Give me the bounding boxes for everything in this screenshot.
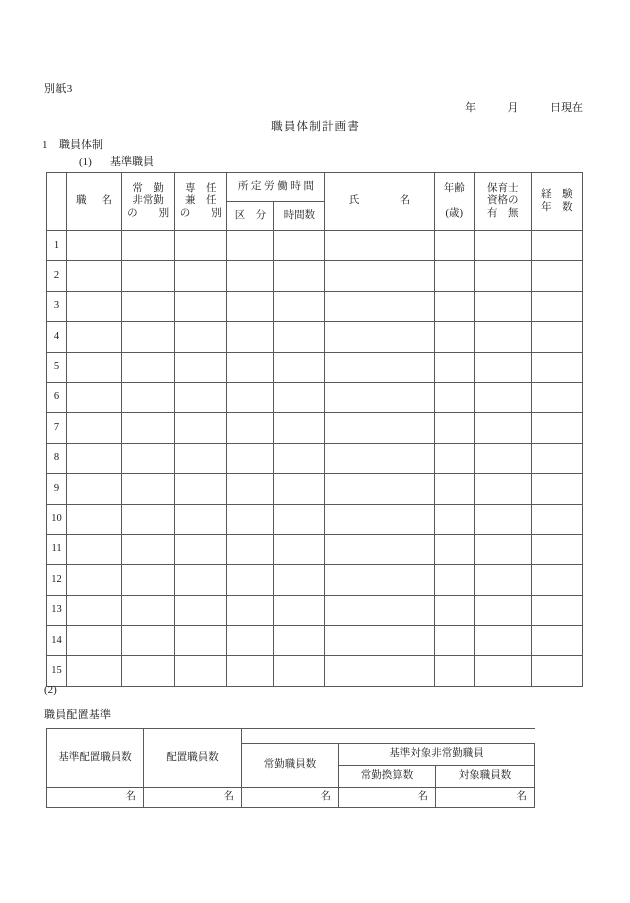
cell-job-title[interactable] [67, 656, 122, 686]
cell-license[interactable] [474, 565, 531, 595]
cell-license[interactable] [474, 534, 531, 564]
cell-assignment-type[interactable] [175, 626, 227, 656]
cell-name[interactable] [325, 474, 434, 504]
cell-hours-count[interactable] [274, 626, 325, 656]
cell-name[interactable] [325, 443, 434, 473]
cell-employment-type[interactable] [122, 626, 175, 656]
cell-license[interactable] [474, 474, 531, 504]
value-target-count[interactable]: 名 [436, 788, 535, 808]
cell-assignment-type[interactable] [175, 261, 227, 291]
cell-license[interactable] [474, 352, 531, 382]
cell-age[interactable] [434, 474, 474, 504]
cell-age[interactable] [434, 382, 474, 412]
row-number-cell: 3 [47, 291, 67, 321]
cell-age[interactable] [434, 261, 474, 291]
cell-hours-count[interactable] [274, 231, 325, 261]
cell-hours-count[interactable] [274, 443, 325, 473]
cell-assignment-type[interactable] [175, 352, 227, 382]
cell-age[interactable] [434, 565, 474, 595]
row-number-cell: 13 [47, 595, 67, 625]
row-number-cell: 12 [47, 565, 67, 595]
cell-hours-category[interactable] [227, 261, 274, 291]
date-day-status-label: 日現在 [550, 102, 583, 114]
cell-age[interactable] [434, 626, 474, 656]
table-row [47, 565, 583, 595]
cell-experience[interactable] [531, 626, 582, 656]
cell-assignment-type[interactable] [175, 231, 227, 261]
table-row [47, 656, 583, 686]
cell-name[interactable] [325, 261, 434, 291]
cell-employment-type[interactable] [122, 413, 175, 443]
row-number-cell: 1 [47, 231, 67, 261]
cell-assignment-type[interactable] [175, 656, 227, 686]
header-parttime-group: 基準対象非常勤職員 [339, 744, 535, 766]
table-row [47, 291, 583, 321]
cell-employment-type[interactable] [122, 352, 175, 382]
cell-experience[interactable] [531, 474, 582, 504]
cell-assignment-type[interactable] [175, 413, 227, 443]
section-number: 1 [42, 139, 48, 151]
table-row [47, 322, 583, 352]
subsection-label-1-2: (2) [44, 684, 57, 696]
cell-assignment-type[interactable] [175, 382, 227, 412]
cell-employment-type[interactable] [122, 261, 175, 291]
table-row [47, 382, 583, 412]
cell-job-title[interactable] [67, 231, 122, 261]
cell-age[interactable] [434, 595, 474, 625]
table-row [47, 261, 583, 291]
row-number-cell: 6 [47, 382, 67, 412]
cell-name[interactable] [325, 413, 434, 443]
cell-assignment-type[interactable] [175, 565, 227, 595]
date-month-label: 月 [507, 102, 519, 114]
cell-name[interactable] [325, 322, 434, 352]
cell-name[interactable] [325, 595, 434, 625]
cell-license[interactable] [474, 413, 531, 443]
cell-job-title[interactable] [67, 352, 122, 382]
cell-hours-category[interactable] [227, 626, 274, 656]
subsection-title: 基準職員 [110, 156, 154, 168]
row-number-cell: 7 [47, 413, 67, 443]
value-fte-count[interactable]: 名 [339, 788, 436, 808]
table-row [47, 504, 583, 534]
cell-name[interactable] [325, 626, 434, 656]
date-year-label: 年 [465, 102, 476, 114]
cell-assignment-type[interactable] [175, 322, 227, 352]
row-number-cell: 4 [47, 322, 67, 352]
cell-hours-category[interactable] [227, 291, 274, 321]
header-placed-count: 配置職員数 [144, 729, 242, 788]
placement-band-row [47, 729, 535, 744]
header-nursery-license: 保育士 資格の 有 無 [474, 173, 531, 231]
cell-age[interactable] [434, 413, 474, 443]
cell-hours-category[interactable] [227, 382, 274, 412]
cell-experience[interactable] [531, 352, 582, 382]
cell-name[interactable] [325, 565, 434, 595]
cell-job-title[interactable] [67, 443, 122, 473]
cell-hours-count[interactable] [274, 291, 325, 321]
cell-license[interactable] [474, 231, 531, 261]
cell-experience[interactable] [531, 595, 582, 625]
cell-age[interactable] [434, 352, 474, 382]
standard-staff-table [46, 172, 583, 687]
header-employment-type: 常 勤 非常勤 の 別 [122, 173, 175, 231]
cell-experience[interactable] [531, 656, 582, 686]
cell-assignment-type[interactable] [175, 443, 227, 473]
cell-job-title[interactable] [67, 261, 122, 291]
cell-assignment-type[interactable] [175, 291, 227, 321]
cell-name[interactable] [325, 504, 434, 534]
date-line [0, 99, 583, 115]
cell-employment-type[interactable] [122, 291, 175, 321]
cell-name[interactable] [325, 382, 434, 412]
cell-license[interactable] [474, 382, 531, 412]
header-age: 年齢 (歳) [434, 173, 474, 231]
cell-job-title[interactable] [67, 382, 122, 412]
value-placed-count[interactable]: 名 [144, 788, 242, 808]
cell-assignment-type[interactable] [175, 595, 227, 625]
cell-hours-count[interactable] [274, 565, 325, 595]
cell-name[interactable] [325, 352, 434, 382]
cell-job-title[interactable] [67, 565, 122, 595]
cell-assignment-type[interactable] [175, 474, 227, 504]
cell-assignment-type[interactable] [175, 534, 227, 564]
cell-hours-category[interactable] [227, 504, 274, 534]
cell-name[interactable] [325, 534, 434, 564]
cell-hours-category[interactable] [227, 595, 274, 625]
cell-employment-type[interactable] [122, 231, 175, 261]
cell-hours-count[interactable] [274, 474, 325, 504]
cell-hours-category[interactable] [227, 352, 274, 382]
cell-license[interactable] [474, 322, 531, 352]
cell-hours-count[interactable] [274, 413, 325, 443]
table-row [47, 595, 583, 625]
table-row [47, 626, 583, 656]
row-number-cell: 5 [47, 352, 67, 382]
cell-employment-type[interactable] [122, 534, 175, 564]
subsection-label: (1) [79, 156, 92, 168]
cell-license[interactable] [474, 291, 531, 321]
cell-hours-count[interactable] [274, 261, 325, 291]
cell-employment-type[interactable] [122, 595, 175, 625]
cell-hours-category[interactable] [227, 534, 274, 564]
staff-table-header [47, 173, 583, 231]
cell-hours-category[interactable] [227, 474, 274, 504]
placement-value-row [47, 788, 535, 808]
table-row [47, 534, 583, 564]
placement-top-band [242, 729, 535, 744]
table-row [47, 352, 583, 382]
header-working-hours-count: 時間数 [274, 202, 325, 231]
cell-job-title[interactable] [67, 595, 122, 625]
document-reference-label: 別紙3 [44, 83, 73, 95]
cell-experience[interactable] [531, 231, 582, 261]
cell-age[interactable] [434, 231, 474, 261]
cell-employment-type[interactable] [122, 382, 175, 412]
cell-hours-count[interactable] [274, 382, 325, 412]
cell-employment-type[interactable] [122, 474, 175, 504]
cell-employment-type[interactable] [122, 565, 175, 595]
section-heading-1 [42, 136, 103, 152]
cell-hours-count[interactable] [274, 322, 325, 352]
row-number-cell: 15 [47, 656, 67, 686]
cell-age[interactable] [434, 504, 474, 534]
cell-hours-count[interactable] [274, 595, 325, 625]
value-fulltime-count[interactable]: 名 [242, 788, 339, 808]
cell-employment-type[interactable] [122, 656, 175, 686]
header-standard-placement-count: 基準配置職員数 [47, 729, 144, 788]
cell-license[interactable] [474, 261, 531, 291]
cell-experience[interactable] [531, 565, 582, 595]
cell-experience[interactable] [531, 291, 582, 321]
cell-job-title[interactable] [67, 413, 122, 443]
header-job-title: 職 名 [67, 173, 122, 231]
cell-experience[interactable] [531, 382, 582, 412]
row-number-cell: 9 [47, 474, 67, 504]
row-number-cell: 11 [47, 534, 67, 564]
value-standard-placement-count[interactable]: 名 [47, 788, 144, 808]
cell-employment-type[interactable] [122, 322, 175, 352]
row-number-cell: 2 [47, 261, 67, 291]
cell-employment-type[interactable] [122, 504, 175, 534]
table-row [47, 443, 583, 473]
cell-hours-category[interactable] [227, 413, 274, 443]
cell-assignment-type[interactable] [175, 504, 227, 534]
cell-age[interactable] [434, 534, 474, 564]
cell-hours-category[interactable] [227, 322, 274, 352]
section-title: 職員体制 [59, 139, 103, 151]
header-target-count: 対象職員数 [436, 766, 535, 788]
cell-license[interactable] [474, 595, 531, 625]
cell-license[interactable] [474, 504, 531, 534]
header-fte-count: 常勤換算数 [339, 766, 436, 788]
cell-age[interactable] [434, 322, 474, 352]
header-row-number [47, 173, 67, 231]
cell-hours-category[interactable] [227, 231, 274, 261]
cell-license[interactable] [474, 443, 531, 473]
cell-experience[interactable] [531, 261, 582, 291]
cell-job-title[interactable] [67, 504, 122, 534]
cell-hours-count[interactable] [274, 656, 325, 686]
cell-job-title[interactable] [67, 322, 122, 352]
cell-hours-count[interactable] [274, 504, 325, 534]
cell-job-title[interactable] [67, 291, 122, 321]
staff-table-body [47, 231, 583, 687]
cell-hours-count[interactable] [274, 534, 325, 564]
row-number-cell: 10 [47, 504, 67, 534]
cell-job-title[interactable] [67, 534, 122, 564]
row-number-cell: 8 [47, 443, 67, 473]
cell-experience[interactable] [531, 534, 582, 564]
page-title: 職員体制計画書 [271, 121, 361, 133]
header-assignment-type: 専 任 兼 任 の 別 [175, 173, 227, 231]
cell-experience[interactable] [531, 413, 582, 443]
cell-job-title[interactable] [67, 474, 122, 504]
cell-hours-category[interactable] [227, 443, 274, 473]
cell-name[interactable] [325, 231, 434, 261]
cell-job-title[interactable] [67, 626, 122, 656]
cell-hours-category[interactable] [227, 656, 274, 686]
cell-experience[interactable] [531, 504, 582, 534]
cell-age[interactable] [434, 656, 474, 686]
cell-age[interactable] [434, 291, 474, 321]
table-row [47, 474, 583, 504]
staff-table-header-row-1 [47, 173, 583, 202]
header-experience-years: 経 験 年 数 [531, 173, 582, 231]
row-number-cell: 14 [47, 626, 67, 656]
header-working-hours-group: 所 定 労 働 時 間 [227, 173, 325, 202]
header-working-hours-category: 区 分 [227, 202, 274, 231]
placement-standard-table [46, 728, 535, 808]
cell-name[interactable] [325, 291, 434, 321]
cell-name[interactable] [325, 656, 434, 686]
subsection-heading-1-1 [79, 153, 154, 169]
header-fulltime-count: 常勤職員数 [242, 744, 339, 788]
cell-hours-category[interactable] [227, 565, 274, 595]
cell-experience[interactable] [531, 443, 582, 473]
cell-license[interactable] [474, 656, 531, 686]
table-row [47, 413, 583, 443]
subsection-title-1-2: 職員配置基準 [44, 709, 112, 721]
cell-hours-count[interactable] [274, 352, 325, 382]
cell-employment-type[interactable] [122, 443, 175, 473]
header-name: 氏 名 [325, 173, 434, 231]
table-row [47, 231, 583, 261]
cell-license[interactable] [474, 626, 531, 656]
cell-experience[interactable] [531, 322, 582, 352]
cell-age[interactable] [434, 443, 474, 473]
